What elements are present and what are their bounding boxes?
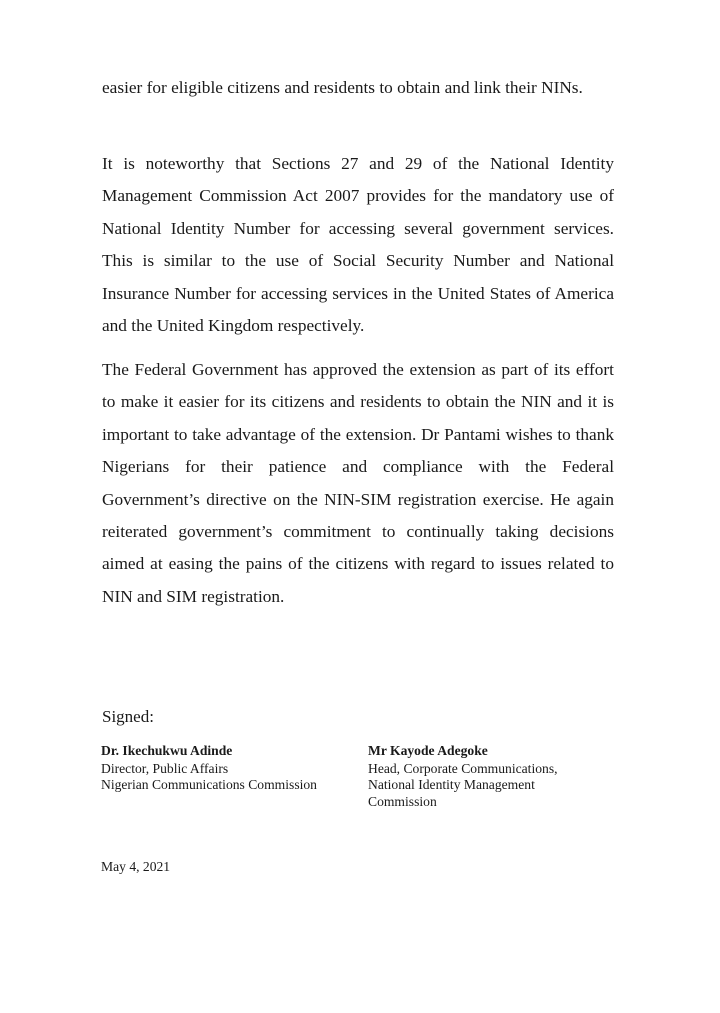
signatory-left	[101, 743, 363, 794]
body-paragraph-2: It is noteworthy that Sections 27 and 29 of the National Identity Management Commission Act 2007 provides for the mandatory use of National Identity Number for accessing several government services. This is similar to the use of Social Security Number and National Insurance Number for accessing services in the United States of America and the United Kingdom respectively.	[102, 154, 614, 336]
signatory-right-title-line: National Identity Management	[368, 777, 535, 793]
signatory-right	[368, 743, 608, 810]
signatory-right-title-line: Commission	[368, 793, 437, 809]
signatory-right-title-line: Head, Corporate Communications,	[368, 760, 558, 776]
signatory-left-title-line: Director, Public Affairs	[101, 760, 229, 776]
body-paragraph-3: The Federal Government has approved the extension as part of its effort to make it easier for its citizens and residents to obtain the NIN and it is important to take advantage of the extension. Dr Pantami wishes to thank Nigerians for their patience and compliance with the Federal Government’s directive on the NIN-SIM registration exercise. He again reiterated government’s commitment to continually taking decisions aimed at easing the pains of the citizens with regard to issues related to NIN and SIM registration.	[102, 360, 614, 606]
signed-label: Signed:	[102, 707, 154, 726]
document-date: May 4, 2021	[101, 859, 171, 874]
signatory-left-name: Dr. Ikechukwu Adinde	[101, 743, 233, 758]
signatory-left-title-line: Nigerian Communications Commission	[101, 777, 317, 793]
signatory-right-name: Mr Kayode Adegoke	[368, 743, 488, 758]
body-paragraph-1: easier for eligible citizens and residents to obtain and link their NINs.	[102, 78, 583, 97]
